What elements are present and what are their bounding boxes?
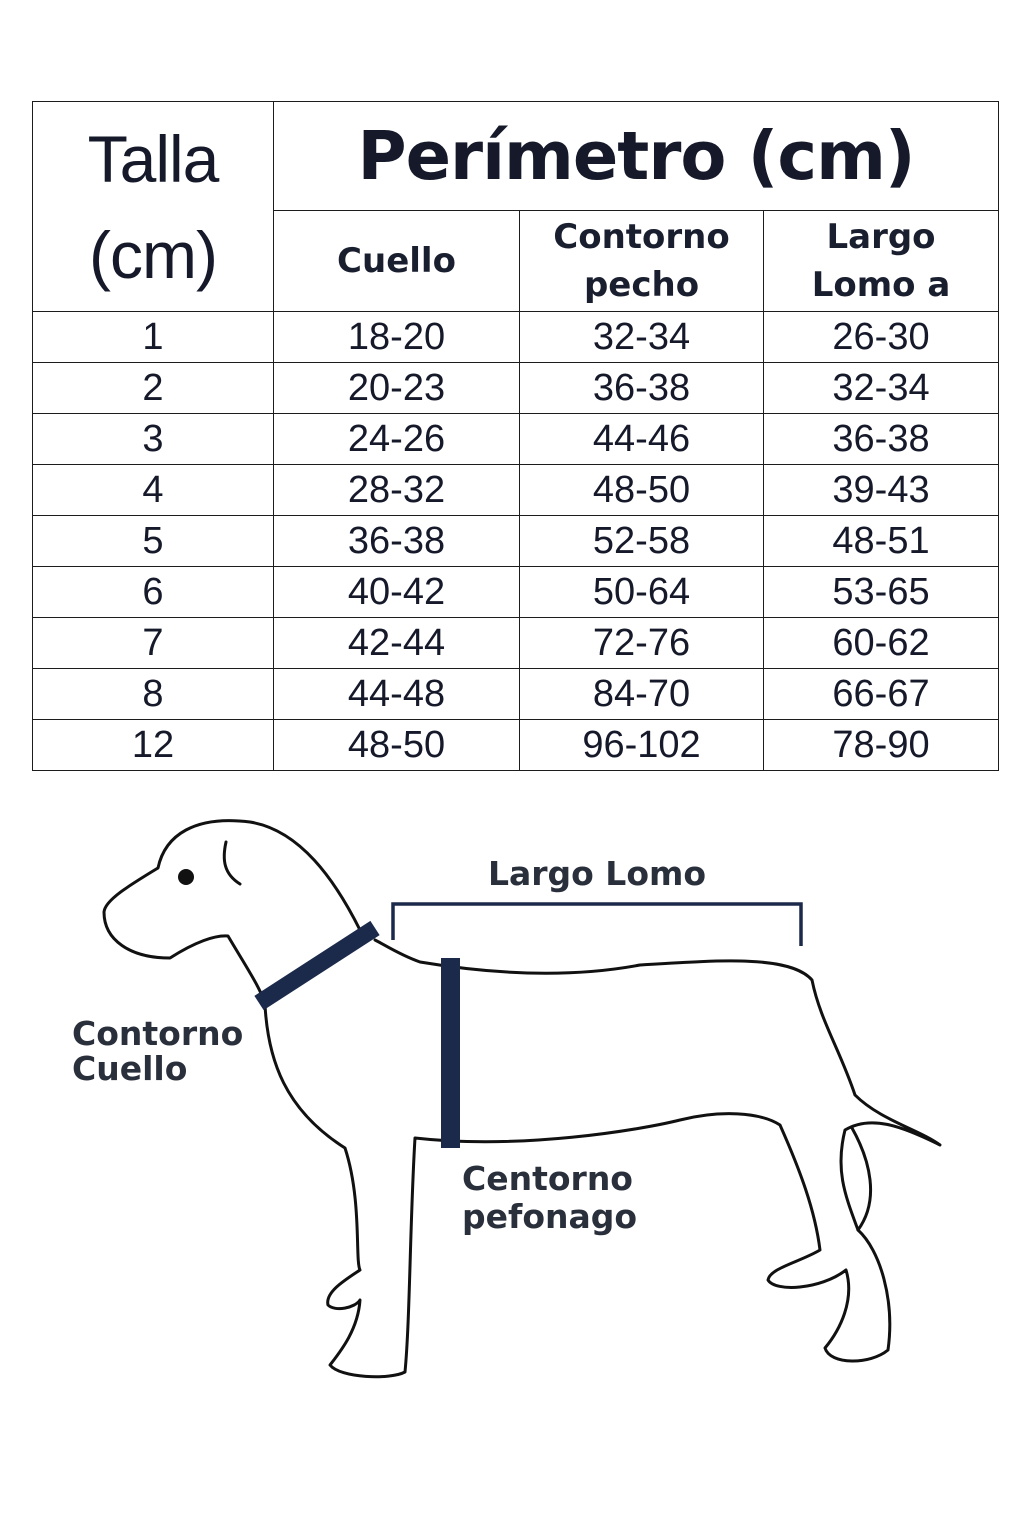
neck-cell: 48-50 (274, 720, 520, 771)
neck-cell: 24-26 (274, 414, 520, 465)
column-header-line: Contorno (553, 217, 730, 257)
column-header-line: Largo (826, 217, 936, 257)
chest-cell: 72-76 (520, 618, 764, 669)
neck-cell: 42-44 (274, 618, 520, 669)
neck-collar-strap (259, 928, 375, 1003)
neck-cell: 44-48 (274, 669, 520, 720)
size-cell: 6 (33, 567, 274, 618)
size-cell: 3 (33, 414, 274, 465)
chest-cell: 44-46 (520, 414, 764, 465)
back-length-cell: 32-34 (764, 363, 999, 414)
table-row (33, 720, 999, 771)
chest-cell: 52-58 (520, 516, 764, 567)
neck-cell: 28-32 (274, 465, 520, 516)
dog-eye (178, 869, 194, 885)
column-header-line: pecho (583, 265, 700, 305)
table-row (33, 516, 999, 567)
neck-cell: 40-42 (274, 567, 520, 618)
dog-ear (224, 842, 240, 884)
back-length-cell: 60-62 (764, 618, 999, 669)
back-length-bracket (393, 904, 801, 946)
neck-cell: 20-23 (274, 363, 520, 414)
chest-label-line2: pefonago (462, 1197, 638, 1236)
chest-cell: 48-50 (520, 465, 764, 516)
size-cell: 7 (33, 618, 274, 669)
chest-cell: 36-38 (520, 363, 764, 414)
table-body (33, 312, 999, 771)
size-column-header (33, 102, 274, 312)
chest-cell: 84-70 (520, 669, 764, 720)
back-length-cell: 53-65 (764, 567, 999, 618)
size-cell: 5 (33, 516, 274, 567)
neck-cell: 18-20 (274, 312, 520, 363)
back-length-label: Largo Lomo (487, 854, 707, 893)
column-header-line: Lomo a (811, 265, 951, 305)
size-cell: 2 (33, 363, 274, 414)
back-length-cell: 39-43 (764, 465, 999, 516)
size-table (32, 101, 999, 771)
perimeter-group-header: Perímetro (cm) (274, 102, 999, 211)
chest-cell: 50-64 (520, 567, 764, 618)
table-row (33, 669, 999, 720)
chest-cell: 96-102 (520, 720, 764, 771)
chest-label-line1: Centorno (462, 1159, 633, 1198)
table-header (33, 102, 999, 312)
dog-hind-leg-inner (852, 1128, 871, 1230)
neck-cell: 36-38 (274, 516, 520, 567)
back-length-cell: 66-67 (764, 669, 999, 720)
table-row (33, 363, 999, 414)
dog-measurement-diagram (0, 790, 1024, 1410)
column-header-line: Cuello (337, 241, 456, 281)
neck-label-line1: Contorno (72, 1014, 244, 1053)
back-length-cell: 26-30 (764, 312, 999, 363)
neck-column-header (274, 211, 520, 312)
size-header-line2: (cm) (89, 217, 217, 292)
table-row (33, 618, 999, 669)
back-length-cell: 48-51 (764, 516, 999, 567)
size-cell: 8 (33, 669, 274, 720)
table-row (33, 312, 999, 363)
chest-cell: 32-34 (520, 312, 764, 363)
chest-strap (441, 958, 460, 1148)
chest-column-header (520, 211, 764, 312)
size-cell: 4 (33, 465, 274, 516)
table-row (33, 567, 999, 618)
back-length-cell: 36-38 (764, 414, 999, 465)
size-cell: 12 (33, 720, 274, 771)
back-length-column-header (764, 211, 999, 312)
size-header-line1: Talla (87, 121, 219, 196)
table-row (33, 414, 999, 465)
neck-label-line2: Cuello (72, 1049, 188, 1088)
back-length-cell: 78-90 (764, 720, 999, 771)
size-cell: 1 (33, 312, 274, 363)
table-row (33, 465, 999, 516)
